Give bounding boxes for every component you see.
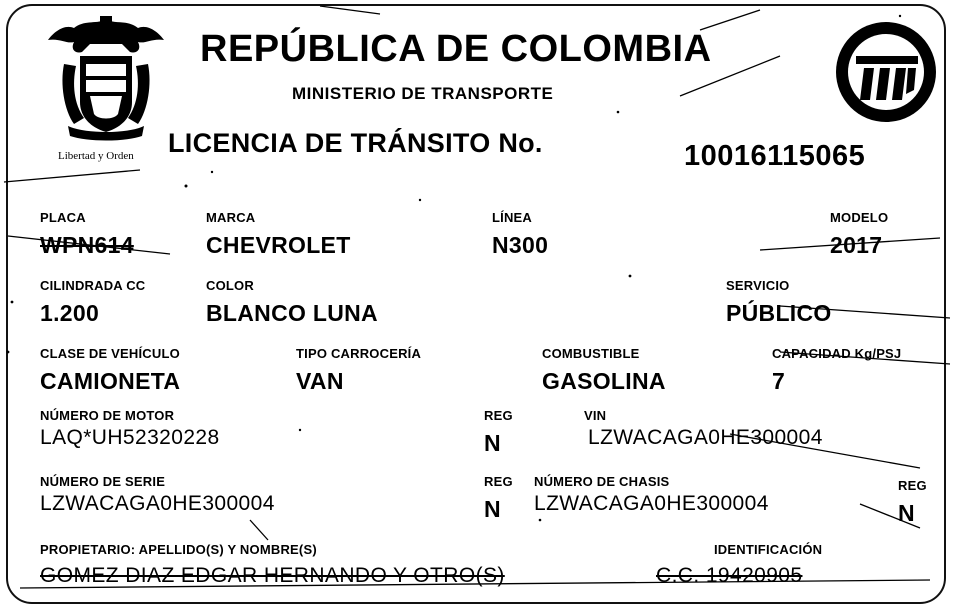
- identificacion-value: C.C. 19420905: [656, 564, 803, 587]
- vin-value: LZWACAGA0HE300004: [588, 426, 823, 449]
- reg-serie-label: REG: [484, 474, 513, 489]
- linea-label: LÍNEA: [492, 210, 532, 225]
- modelo-label: MODELO: [830, 210, 889, 225]
- chasis-label: NÚMERO DE CHASIS: [534, 474, 670, 489]
- servicio-label: SERVICIO: [726, 278, 790, 293]
- propietario-value: GOMEZ DIAZ EDGAR HERNANDO Y OTRO(S): [40, 564, 505, 587]
- placa-value: WPN614: [40, 232, 134, 258]
- cilindrada-value: 1.200: [40, 300, 100, 326]
- reg-serie-value: N: [484, 496, 501, 522]
- motor-value: LAQ*UH52320228: [40, 426, 220, 449]
- reg-motor-value: N: [484, 430, 501, 456]
- color-value: BLANCO LUNA: [206, 300, 378, 326]
- vin-label: VIN: [584, 408, 607, 423]
- capacidad-label: CAPACIDAD Kg/PSJ: [772, 346, 902, 361]
- modelo-value: 2017: [830, 232, 883, 258]
- placa-label: PLACA: [40, 210, 86, 225]
- motor-label: NÚMERO DE MOTOR: [40, 408, 175, 423]
- clase-value: CAMIONETA: [40, 368, 181, 394]
- serie-label: NÚMERO DE SERIE: [40, 474, 166, 489]
- reg-chasis-label: REG: [898, 478, 927, 493]
- servicio-value: PÚBLICO: [726, 300, 832, 326]
- license-number: 10016115065: [684, 140, 866, 172]
- cilindrada-label: CILINDRADA CC: [40, 278, 146, 293]
- chasis-value: LZWACAGA0HE300004: [534, 492, 769, 515]
- motto-text: Libertad y Orden: [58, 150, 134, 162]
- coat-of-arms-icon: [44, 14, 168, 144]
- propietario-label: PROPIETARIO: APELLIDO(S) Y NOMBRE(S): [40, 542, 317, 557]
- carroceria-value: VAN: [296, 368, 344, 394]
- identificacion-label: IDENTIFICACIÓN: [714, 542, 823, 557]
- linea-value: N300: [492, 232, 549, 258]
- reg-motor-label: REG: [484, 408, 513, 423]
- marca-value: CHEVROLET: [206, 232, 351, 258]
- ministry-title: MINISTERIO DE TRANSPORTE: [292, 84, 554, 103]
- serie-value: LZWACAGA0HE300004: [40, 492, 275, 515]
- marca-label: MARCA: [206, 210, 256, 225]
- clase-label: CLASE DE VEHÍCULO: [40, 346, 180, 361]
- color-label: COLOR: [206, 278, 254, 293]
- document-title: LICENCIA DE TRÁNSITO No.: [168, 128, 543, 158]
- country-title: REPÚBLICA DE COLOMBIA: [200, 28, 712, 70]
- combustible-value: GASOLINA: [542, 368, 666, 394]
- mt-logo-icon: [834, 20, 938, 124]
- combustible-label: COMBUSTIBLE: [542, 346, 640, 361]
- carroceria-label: TIPO CARROCERÍA: [296, 346, 422, 361]
- reg-chasis-value: N: [898, 500, 915, 526]
- capacidad-value: 7: [772, 368, 786, 394]
